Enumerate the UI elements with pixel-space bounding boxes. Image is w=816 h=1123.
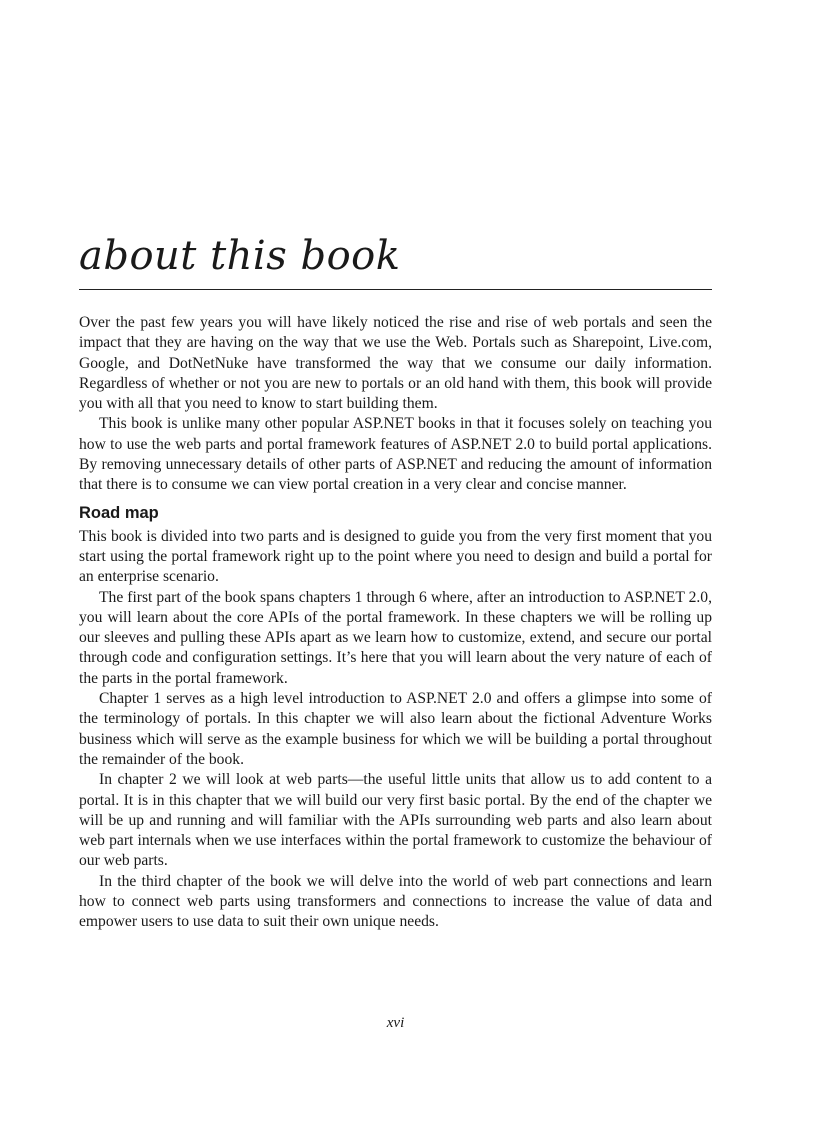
intro-paragraph: This book is unlike many other popular ASP.NET books in that it focuses solely on teaching you how to use the web parts and portal framework features of ASP.NET 2.0 to build portal applications. By removing unnecessary details of other parts of ASP.NET and reducing the amount of information that there is to consume we can view portal creation in a very clear and concise manner. — [79, 415, 712, 494]
road-map-paragraph: In the third chapter of the book we will delve into the world of web part connections and learn how to connect web parts using transformers and connections to increase the value of data and empower users to use data to suit their own unique needs. — [79, 872, 712, 931]
intro-paragraph: Over the past few years you will have likely noticed the rise and rise of web portals and seen the impact that they are having on the way that we use the Web. Portals such as Sharepoint, Live.com, Google, and DotNetNuke have transformed the way that we consume our daily information. Regardless of whether or not you are new to portals or an old hand with them, this book will provide you with all that you need to know to start building them. — [79, 314, 712, 413]
page-number: xvi — [386, 1015, 405, 1031]
title-rule — [79, 289, 712, 290]
road-map-paragraph: This book is divided into two parts and is designed to guide you from the very first moment that you start using the portal framework right up to the point where you need to design and build a portal for an enterprise scenario. — [79, 527, 712, 586]
road-map-paragraph: Chapter 1 serves as a high level introduction to ASP.NET 2.0 and offers a glimpse into some of the terminology of portals. In this chapter we will also learn about the fictional Adventure Works business which will serve as the example business for which we will be building a portal throughout the remainder of the book. — [79, 690, 712, 768]
book-page — [79, 0, 712, 1123]
road-map-heading: Road map — [79, 503, 159, 522]
road-map-paragraph: In chapter 2 we will look at web parts—the useful little units that allow us to add content to a portal. It is in this chapter that we will build our very first basic portal. By the end of the chapter we will be up and running and will familiar with the APIs surrounding web parts and also learn about web part internals when we use interfaces within the portal framework to customize the behaviour of our web parts. — [79, 771, 712, 870]
chapter-title: about this book — [79, 233, 401, 279]
road-map-paragraph: The first part of the book spans chapters 1 through 6 where, after an introduction to ASP.NET 2.0, you will learn about the core APIs of the portal framework. In these chapters we will be rolling up our sleeves and pulling these APIs apart as we learn how to customize, extend, and secure our portal through code and configuration settings. It’s here that you will learn about the very nature of each of the parts in the portal framework. — [79, 588, 712, 687]
body-text — [79, 313, 712, 933]
